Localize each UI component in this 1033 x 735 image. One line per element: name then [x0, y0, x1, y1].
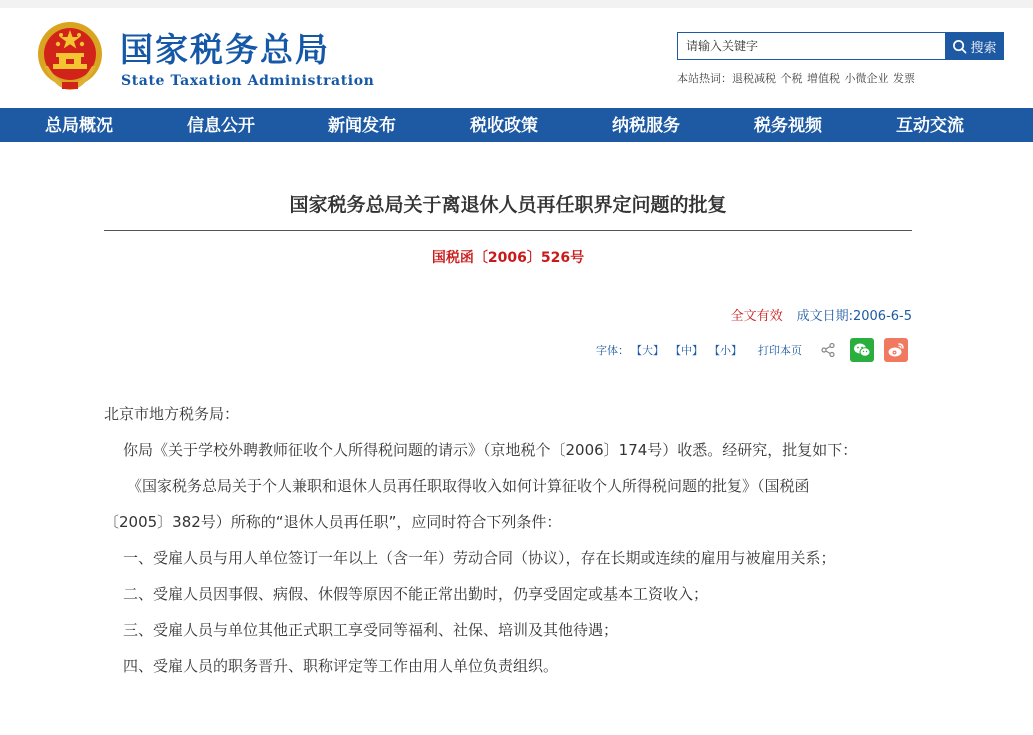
hot-words	[677, 70, 916, 86]
top-strip	[0, 0, 1033, 8]
font-size-label: 字体：	[596, 344, 629, 357]
article-meta	[731, 305, 912, 324]
nav-item-interaction[interactable]: 互动交流	[896, 116, 964, 136]
article-title: 国家税务总局关于离退休人员再任职界定问题的批复	[289, 194, 727, 216]
weibo-icon[interactable]	[884, 338, 908, 362]
hot-word-link[interactable]: 个税	[780, 72, 803, 85]
hot-words-label: 本站热词：	[677, 72, 732, 85]
article-body	[104, 400, 916, 688]
date-value: 2006-6-5	[852, 309, 912, 324]
hot-word-link[interactable]: 退税减税	[732, 72, 776, 85]
paragraph: 〔2005〕382号）所称的“退休人员再任职”，应同时符合下列条件：	[104, 513, 562, 531]
search-icon	[952, 39, 967, 54]
paragraph-item: 二、受雇人员因事假、病假、休假等原因不能正常出勤时，仍享受固定或基本工资收入；	[123, 585, 709, 603]
nav-item-info-disclosure[interactable]: 信息公开	[187, 116, 255, 136]
paragraph: 你局《关于学校外聘教师征收个人所得税问题的请示》（京地税个〔2006〕174号）收悉。经研究，批复如下：	[123, 441, 858, 459]
document-number: 国税函〔2006〕526号	[431, 250, 585, 266]
hot-word-link[interactable]: 增值税	[807, 72, 840, 85]
print-link[interactable]: 打印本页	[758, 344, 802, 357]
font-medium-link[interactable]: 【中】	[670, 344, 703, 357]
nav-item-overview[interactable]: 总局概况	[45, 116, 113, 136]
paragraph-item: 三、受雇人员与单位其他正式职工享受同等福利、社保、培训及其他待遇；	[123, 621, 619, 639]
main-nav	[0, 108, 1033, 142]
title-divider	[104, 230, 912, 231]
search-button-label: 搜索	[970, 40, 997, 56]
validity-status: 全文有效	[730, 309, 783, 324]
wechat-icon[interactable]	[850, 338, 874, 362]
national-emblem-icon[interactable]	[36, 20, 104, 92]
font-large-link[interactable]: 【大】	[631, 344, 664, 357]
site-title-cn[interactable]: 国家税务总局	[120, 30, 330, 69]
paragraph-item: 四、受雇人员的职务晋升、职称评定等工作由用人单位负责组织。	[123, 657, 559, 675]
nav-item-tax-policy[interactable]: 税收政策	[470, 116, 538, 136]
site-title-en: State Taxation Administration	[121, 73, 375, 89]
paragraph: 《国家税务总局关于个人兼职和退休人员再任职取得收入如何计算征收个人所得税问题的批复》（国税函	[127, 477, 810, 495]
search-input-wrapper[interactable]	[677, 32, 945, 60]
date-label: 成文日期:	[796, 309, 853, 324]
hot-word-link[interactable]: 发票	[893, 72, 915, 85]
paragraph-item: 一、受雇人员与用人单位签订一年以上（含一年）劳动合同（协议），存在长期或连续的雇用与被雇用关系；	[123, 549, 836, 567]
nav-item-tax-video[interactable]: 税务视频	[754, 116, 822, 136]
search-input[interactable]	[678, 33, 945, 59]
font-small-link[interactable]: 【小】	[709, 344, 742, 357]
share-icon[interactable]	[820, 342, 836, 358]
nav-item-news[interactable]: 新闻发布	[328, 116, 396, 136]
nav-item-taxpayer-service[interactable]: 纳税服务	[612, 116, 680, 136]
article-tools	[596, 337, 908, 363]
hot-word-link[interactable]: 小微企业	[844, 72, 889, 85]
search-button[interactable]	[945, 32, 1004, 60]
paragraph-salutation: 北京市地方税务局：	[104, 405, 240, 423]
